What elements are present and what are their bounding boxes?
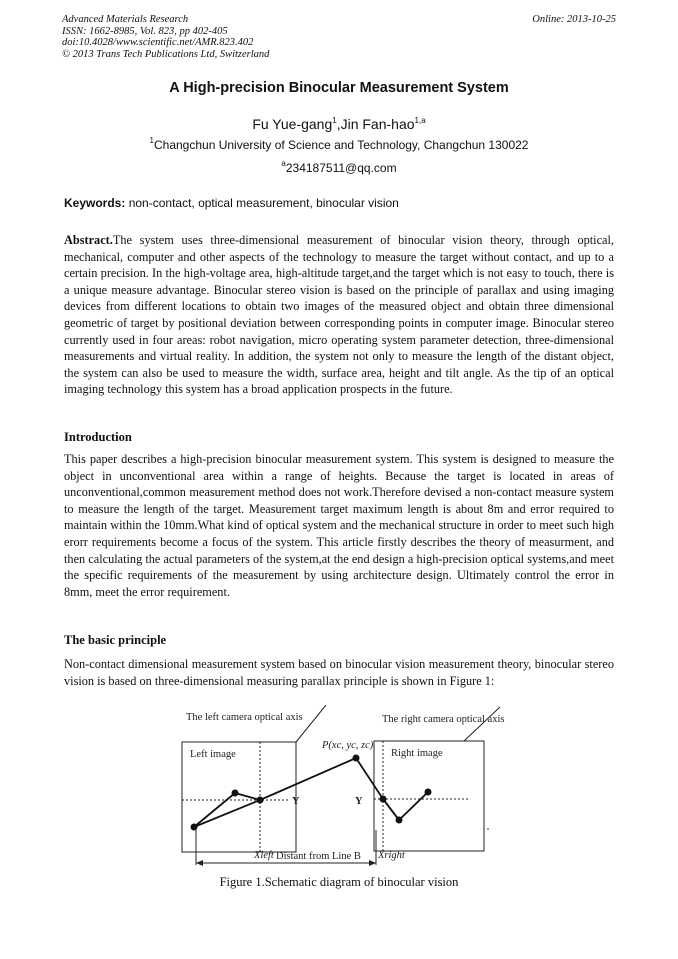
abstract [64, 232, 614, 398]
copyright: © 2013 Trans Tech Publications Ltd, Switzerland [62, 48, 270, 60]
right-projection-line [383, 799, 399, 820]
affiliation-sup: 1 [149, 136, 154, 145]
y-left-label: Y [292, 796, 300, 807]
keywords-label: Keywords: [64, 196, 126, 210]
left-projection-line [194, 800, 260, 827]
target-point-p [353, 755, 360, 762]
right-image-label: Right image [391, 748, 443, 759]
left-image-label: Left image [190, 749, 236, 760]
affiliation [0, 138, 678, 152]
introduction-heading: Introduction [64, 430, 132, 444]
online-date: Online: 2013-10-25 [532, 14, 616, 25]
author-separator: , [336, 116, 341, 132]
basic-principle-heading: The basic principle [64, 633, 167, 647]
binocular-diagram [178, 705, 508, 875]
left-optical-axis-line [296, 705, 326, 742]
author-1-sup: 1 [332, 116, 337, 125]
author-2-sup: 1,a [414, 116, 426, 125]
right-point-low [396, 817, 403, 824]
right-point-center [380, 796, 387, 803]
keywords [64, 196, 614, 210]
journal-header [62, 14, 618, 60]
left-point-center [257, 797, 264, 804]
baseline-arrow-right [369, 860, 376, 866]
baseline-arrow-left [196, 860, 203, 866]
author-2: Jin Fan-hao [340, 116, 415, 132]
stray-dot [487, 828, 489, 830]
introduction-text: This paper describes a high-precision binocular measurement system. This system is designed to measure the object in unconventional area within a range of heights. Because the target is located in areas of unconventional,common measurement method does not work.Therefore devised a non-contact measure system to measure the length of the target. Measurement target maximum length is about 8m and error required to maintain within the 10mm.What kind of optical system and the mechanical structure in order to meet such high erorr requirements become a focus of the system. This article firstly describes the theory of measurment, and then calculating the actual parameters of the system,at the end design a high-precision optical systems,and meet the specific requirements of the measurement by using architecture design. Ultimately control the error in 8mm, meet the error requirement. [64, 452, 614, 599]
author-line [0, 116, 678, 132]
keywords-text: non-contact, optical measurement, binocular vision [128, 196, 399, 210]
baseline-label: Distant from Line B [276, 851, 361, 862]
journal-name: Advanced Materials Research [62, 14, 189, 25]
abstract-text: The system uses three-dimensional measurement of binocular vision theory, through optical, mechanical, computer and other aspects of the technology to measure the target without contact, and up to a certain precision. In the high-voltage area, high-altitude target,and the target which is not easy to touch, there is a unique measure advantage. Binocular stereo vision is based on the principle of parallax and using imaging devices from different locations to obtain two images of the measured object and obtain three dimensional geometric of target by positional deviation between corresponding points in computer image. Binocular stereo currently used in four areas: robot navigation, micro operating system parameter detection, three-dimensional measurements and virtual reality. In addition, the system not only to measure the length of the distant object, the system can also be used to measure the width, surface area, height and tilt angle. As the tip of an optical imaging technology this system has a broad application prospects in the future. [64, 233, 614, 397]
doi: doi:10.4028/www.scientific.net/AMR.823.402 [62, 37, 254, 48]
left-point-high [232, 790, 239, 797]
x-left-label: Xleft [254, 850, 274, 861]
email-text: 234187511@qq.com [285, 161, 397, 175]
object-projection-line [194, 758, 428, 827]
paper-title: A High-precision Binocular Measurement System [169, 80, 509, 96]
author-1: Fu Yue-gang [252, 116, 333, 132]
left-point-low [191, 824, 198, 831]
y-right-label: Y [355, 796, 363, 807]
left-axis-label: The left camera optical axis [186, 712, 303, 723]
point-label: P(xc, yc, zc) [322, 740, 374, 751]
issn: ISSN: 1662-8985, Vol. 823, pp 402-405 [62, 25, 228, 37]
figure-caption: Figure 1.Schematic diagram of binocular vision [219, 875, 459, 889]
affiliation-text: Changchun University of Science and Technology, Changchun 130022 [153, 138, 529, 152]
right-point-high [425, 789, 432, 796]
x-right-label: Xright [378, 850, 405, 861]
right-axis-label: The right camera optical axis [382, 714, 505, 725]
abstract-label: Abstract. [64, 233, 113, 247]
figure-1 [178, 705, 508, 875]
email [0, 161, 678, 175]
email-sup: a [281, 159, 286, 168]
basic-principle-text: Non-contact dimensional measurement system based on binocular vision measurement theory, binocular stereo vision is based on three-dimensional measuring parallax principle is shown in Figure 1: [64, 657, 614, 688]
